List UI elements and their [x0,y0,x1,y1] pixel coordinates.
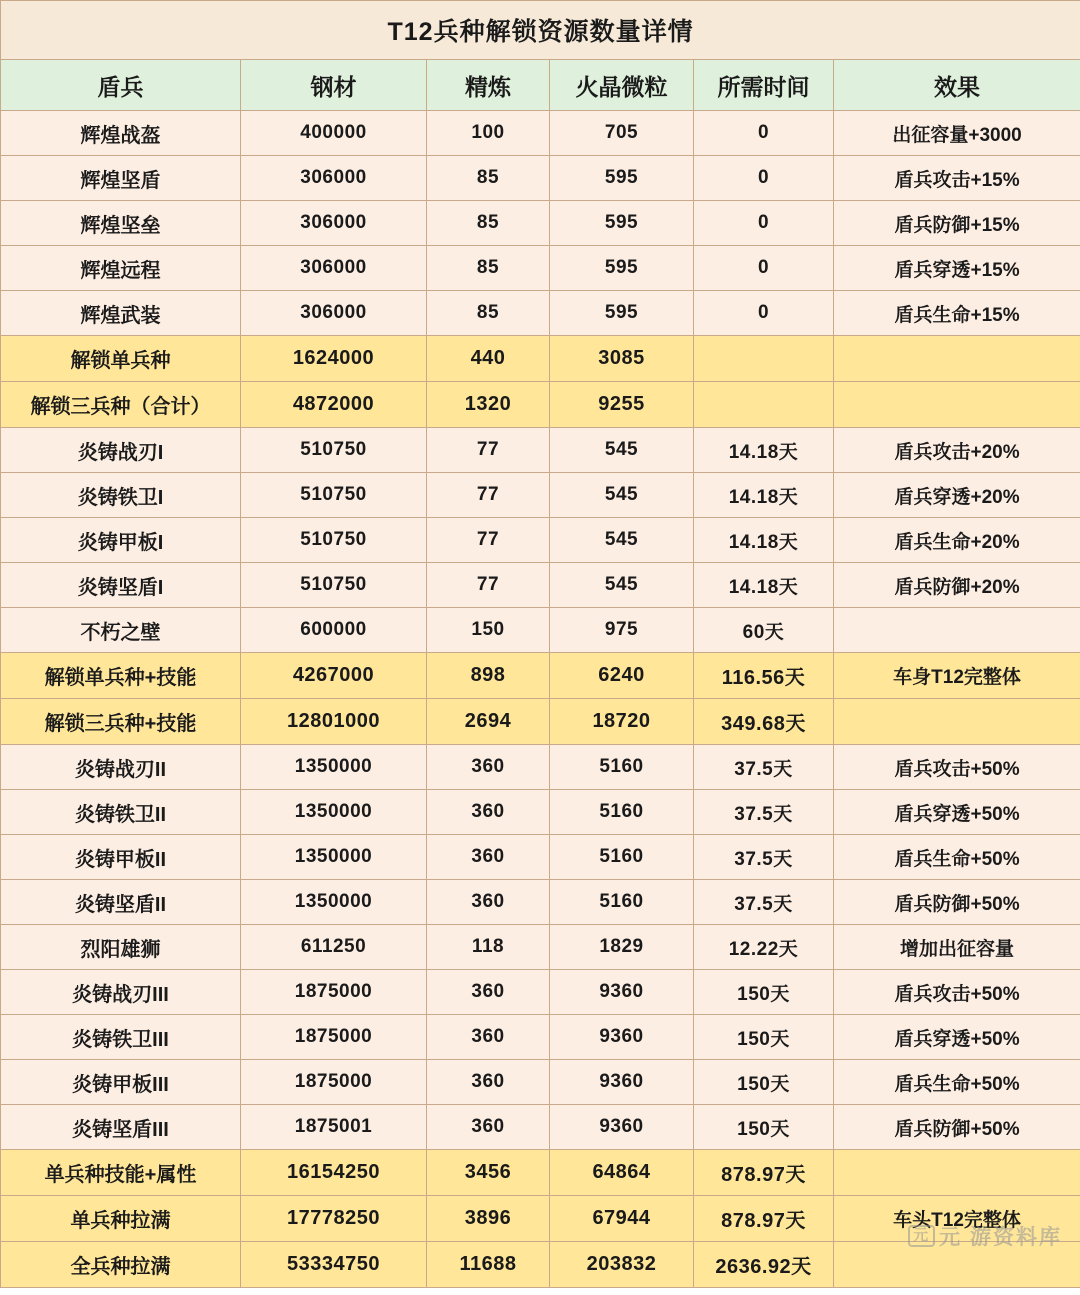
table-row [1,473,1080,518]
cell-refine: 77 [427,473,550,518]
cell-unit-name: 辉煌远程 [1,246,241,291]
cell-refine: 85 [427,291,550,336]
table-row [1,1105,1080,1150]
cell-unit-name: 辉煌坚盾 [1,156,241,201]
cell-refine: 85 [427,201,550,246]
cell-effect: 盾兵穿透+50% [834,790,1080,835]
cell-effect: 盾兵生命+20% [834,518,1080,563]
cell-refine: 360 [427,970,550,1015]
table-row [1,336,1080,382]
cell-unit-name: 炎铸铁卫I [1,473,241,518]
cell-steel: 1350000 [241,880,427,925]
cell-steel: 510750 [241,428,427,473]
cell-time [694,382,834,428]
cell-effect: 盾兵穿透+15% [834,246,1080,291]
table-row [1,1242,1080,1288]
table-row [1,428,1080,473]
cell-unit-name: 解锁三兵种+技能 [1,699,241,745]
cell-unit-name: 烈阳雄狮 [1,925,241,970]
cell-time: 878.97天 [694,1196,834,1242]
cell-effect: 盾兵穿透+20% [834,473,1080,518]
cell-effect: 盾兵防御+50% [834,880,1080,925]
cell-effect: 车头T12完整体 [834,1196,1080,1242]
cell-steel: 611250 [241,925,427,970]
cell-crystal: 9360 [550,1105,694,1150]
cell-time [694,336,834,382]
cell-time: 150天 [694,1015,834,1060]
cell-effect: 出征容量+3000 [834,111,1080,156]
cell-steel: 12801000 [241,699,427,745]
cell-crystal: 67944 [550,1196,694,1242]
cell-refine: 360 [427,1015,550,1060]
cell-time: 37.5天 [694,880,834,925]
cell-unit-name: 不朽之壁 [1,608,241,653]
cell-unit-name: 辉煌武装 [1,291,241,336]
cell-crystal: 595 [550,291,694,336]
cell-unit-name: 单兵种技能+属性 [1,1150,241,1196]
cell-effect: 盾兵防御+50% [834,1105,1080,1150]
cell-steel: 4267000 [241,653,427,699]
cell-refine: 360 [427,745,550,790]
cell-effect: 盾兵攻击+15% [834,156,1080,201]
cell-effect: 盾兵生命+15% [834,291,1080,336]
cell-time: 150天 [694,970,834,1015]
cell-refine: 898 [427,653,550,699]
cell-crystal: 595 [550,201,694,246]
cell-unit-name: 炎铸甲板II [1,835,241,880]
cell-steel: 1875000 [241,970,427,1015]
cell-time: 60天 [694,608,834,653]
table-row [1,835,1080,880]
table-row [1,156,1080,201]
column-header-refine: 精炼 [427,60,550,111]
cell-steel: 510750 [241,473,427,518]
cell-refine: 360 [427,835,550,880]
cell-time: 150天 [694,1060,834,1105]
cell-effect [834,1242,1080,1288]
table-row [1,653,1080,699]
cell-effect: 增加出征容量 [834,925,1080,970]
table-row [1,1196,1080,1242]
cell-refine: 85 [427,156,550,201]
cell-crystal: 975 [550,608,694,653]
cell-unit-name: 炎铸甲板III [1,1060,241,1105]
cell-steel: 1350000 [241,835,427,880]
cell-crystal: 9360 [550,970,694,1015]
column-header-time: 所需时间 [694,60,834,111]
cell-steel: 1875000 [241,1015,427,1060]
cell-crystal: 9255 [550,382,694,428]
cell-crystal: 545 [550,563,694,608]
cell-steel: 306000 [241,156,427,201]
cell-time: 349.68天 [694,699,834,745]
cell-effect: 盾兵防御+20% [834,563,1080,608]
watermark-text: 元 游资料库 [939,1226,1062,1249]
cell-crystal: 5160 [550,835,694,880]
cell-effect [834,1150,1080,1196]
cell-steel: 510750 [241,518,427,563]
cell-time: 0 [694,111,834,156]
table-row [1,699,1080,745]
column-header-effect: 效果 [834,60,1080,111]
cell-effect [834,382,1080,428]
cell-refine: 150 [427,608,550,653]
cell-time: 0 [694,201,834,246]
cell-steel: 1875001 [241,1105,427,1150]
table-row [1,291,1080,336]
cell-unit-name: 解锁单兵种+技能 [1,653,241,699]
cell-steel: 16154250 [241,1150,427,1196]
cell-time: 14.18天 [694,518,834,563]
cell-crystal: 5160 [550,880,694,925]
cell-unit-name: 炎铸坚盾I [1,563,241,608]
cell-unit-name: 解锁三兵种（合计） [1,382,241,428]
cell-effect: 盾兵生命+50% [834,1060,1080,1105]
cell-crystal: 9360 [550,1015,694,1060]
cell-steel: 306000 [241,291,427,336]
table-row [1,246,1080,291]
cell-time: 37.5天 [694,790,834,835]
page-title: T12兵种解锁资源数量详情 [1,1,1080,60]
table-row [1,382,1080,428]
table-row [1,518,1080,563]
cell-refine: 360 [427,790,550,835]
cell-crystal: 6240 [550,653,694,699]
cell-unit-name: 解锁单兵种 [1,336,241,382]
cell-refine: 3896 [427,1196,550,1242]
cell-crystal: 545 [550,518,694,563]
table-row [1,201,1080,246]
cell-effect: 盾兵攻击+20% [834,428,1080,473]
cell-unit-name: 炎铸铁卫III [1,1015,241,1060]
cell-time: 0 [694,246,834,291]
table-row [1,608,1080,653]
cell-refine: 440 [427,336,550,382]
table-row [1,925,1080,970]
cell-unit-name: 炎铸战刃II [1,745,241,790]
cell-unit-name: 炎铸战刃III [1,970,241,1015]
cell-crystal: 545 [550,473,694,518]
table-row [1,1150,1080,1196]
cell-effect: 盾兵生命+50% [834,835,1080,880]
cell-steel: 400000 [241,111,427,156]
cell-effect: 盾兵攻击+50% [834,970,1080,1015]
cell-unit-name: 全兵种拉满 [1,1242,241,1288]
cell-crystal: 5160 [550,790,694,835]
cell-refine: 100 [427,111,550,156]
cell-crystal: 545 [550,428,694,473]
table-body [1,111,1080,1288]
cell-effect: 车身T12完整体 [834,653,1080,699]
cell-time: 37.5天 [694,835,834,880]
cell-crystal: 595 [550,246,694,291]
cell-effect [834,608,1080,653]
column-header-crystal: 火晶微粒 [550,60,694,111]
cell-time: 2636.92天 [694,1242,834,1288]
cell-refine: 360 [427,1060,550,1105]
column-header-unit: 盾兵 [1,60,241,111]
table-row [1,745,1080,790]
cell-effect [834,699,1080,745]
cell-steel: 306000 [241,246,427,291]
cell-unit-name: 辉煌战盔 [1,111,241,156]
cell-unit-name: 炎铸战刃I [1,428,241,473]
cell-time: 878.97天 [694,1150,834,1196]
cell-refine: 3456 [427,1150,550,1196]
cell-unit-name: 炎铸甲板I [1,518,241,563]
cell-refine: 77 [427,428,550,473]
cell-time: 14.18天 [694,428,834,473]
cell-effect: 盾兵穿透+50% [834,1015,1080,1060]
table-row [1,880,1080,925]
cell-refine: 85 [427,246,550,291]
cell-refine: 118 [427,925,550,970]
watermark-badge: 元 [908,1225,935,1247]
cell-steel: 600000 [241,608,427,653]
cell-time: 0 [694,291,834,336]
cell-time: 150天 [694,1105,834,1150]
cell-effect [834,336,1080,382]
table-title-row [1,1,1080,60]
cell-steel: 17778250 [241,1196,427,1242]
cell-crystal: 705 [550,111,694,156]
cell-time: 14.18天 [694,563,834,608]
cell-steel: 1624000 [241,336,427,382]
cell-time: 0 [694,156,834,201]
cell-time: 116.56天 [694,653,834,699]
cell-time: 37.5天 [694,745,834,790]
cell-time: 12.22天 [694,925,834,970]
table-row [1,1015,1080,1060]
cell-refine: 360 [427,1105,550,1150]
cell-steel: 1350000 [241,745,427,790]
cell-effect: 盾兵攻击+50% [834,745,1080,790]
cell-refine: 2694 [427,699,550,745]
cell-crystal: 1829 [550,925,694,970]
cell-unit-name: 炎铸坚盾III [1,1105,241,1150]
table-header-row [1,60,1080,111]
cell-steel: 4872000 [241,382,427,428]
cell-steel: 53334750 [241,1242,427,1288]
table-row [1,1060,1080,1105]
cell-steel: 1350000 [241,790,427,835]
cell-time: 14.18天 [694,473,834,518]
cell-unit-name: 炎铸铁卫II [1,790,241,835]
cell-crystal: 18720 [550,699,694,745]
table-row [1,970,1080,1015]
table-row [1,563,1080,608]
table-row [1,790,1080,835]
column-header-steel: 钢材 [241,60,427,111]
cell-refine: 360 [427,880,550,925]
cell-crystal: 9360 [550,1060,694,1105]
cell-refine: 11688 [427,1242,550,1288]
cell-crystal: 203832 [550,1242,694,1288]
cell-steel: 510750 [241,563,427,608]
cell-crystal: 5160 [550,745,694,790]
cell-unit-name: 单兵种拉满 [1,1196,241,1242]
cell-steel: 306000 [241,201,427,246]
cell-refine: 77 [427,563,550,608]
cell-refine: 1320 [427,382,550,428]
cell-crystal: 595 [550,156,694,201]
cell-refine: 77 [427,518,550,563]
cell-steel: 1875000 [241,1060,427,1105]
table-row [1,111,1080,156]
cell-crystal: 64864 [550,1150,694,1196]
cell-unit-name: 炎铸坚盾II [1,880,241,925]
cell-unit-name: 辉煌坚垒 [1,201,241,246]
cell-crystal: 3085 [550,336,694,382]
cell-effect: 盾兵防御+15% [834,201,1080,246]
